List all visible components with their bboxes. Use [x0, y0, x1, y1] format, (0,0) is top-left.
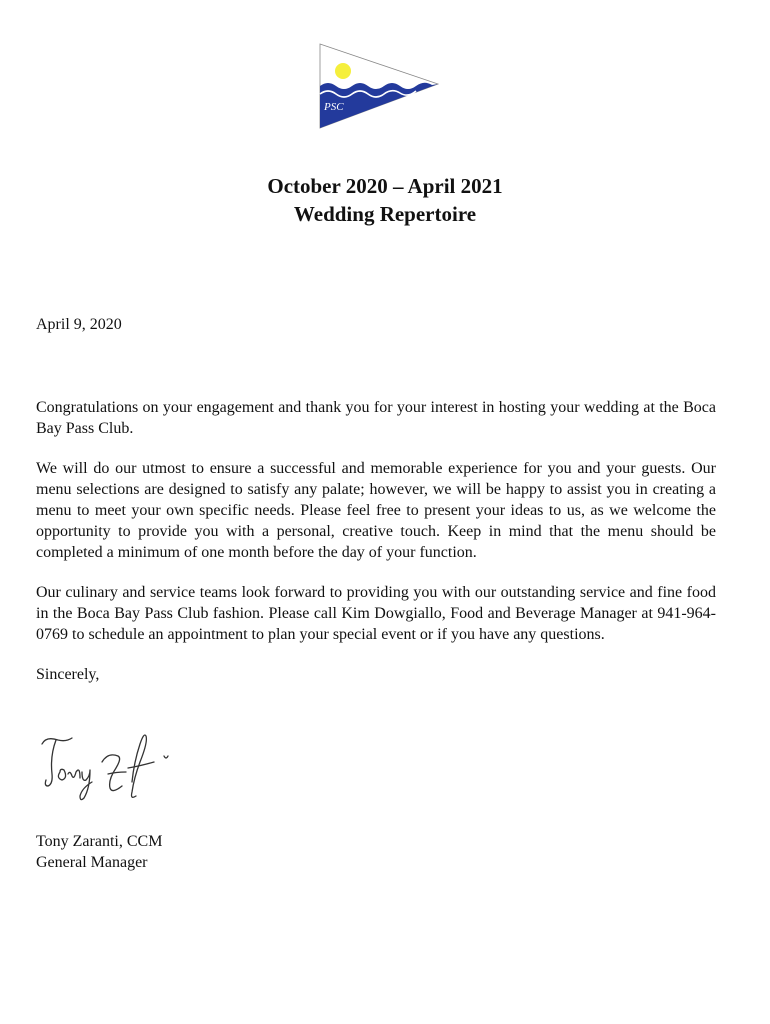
- paragraph-contact: Our culinary and service teams look forward to providing you with our outstanding service and fine food in the Boca Bay Pass Club fashion. Please call Kim Dowgiallo, Food and Beverage Manager at 941-964-0769 to schedule an appointment to plan your special event or if you have any questions.: [36, 584, 716, 643]
- sun-icon: [335, 63, 351, 79]
- paragraph-menu: We will do our utmost to ensure a successful and memorable experience for you and your guests. Our menu selections are designed to satisfy any palate; however, we will be happy to assist you in creating a menu to meet your own specific needs. Please feel free to present your ideas to us, as we welcome the opportunity to provide you with a personal, creative touch. Keep in mind that the menu should be completed a minimum of one month before the day of your function.: [36, 460, 716, 561]
- logo-monogram: PSC: [324, 101, 344, 113]
- signer-block: [36, 831, 162, 873]
- title-date-range: October 2020 – April 2021: [267, 174, 503, 198]
- document-title: [0, 172, 770, 228]
- paragraph-congratulations: Congratulations on your engagement and thank you for your interest in hosting your wedding at the Boca Bay Pass Club.: [36, 399, 716, 437]
- closing-salutation: Sincerely,: [36, 666, 100, 683]
- signer-name: Tony Zaranti, CCM: [36, 833, 163, 850]
- letter-date: April 9, 2020: [36, 316, 122, 333]
- title-subtitle: Wedding Repertoire: [293, 202, 477, 226]
- club-burgee-logo: [316, 42, 440, 130]
- letter-body: [36, 397, 716, 704]
- handwritten-signature: [36, 722, 176, 814]
- signer-title: General Manager: [36, 854, 148, 871]
